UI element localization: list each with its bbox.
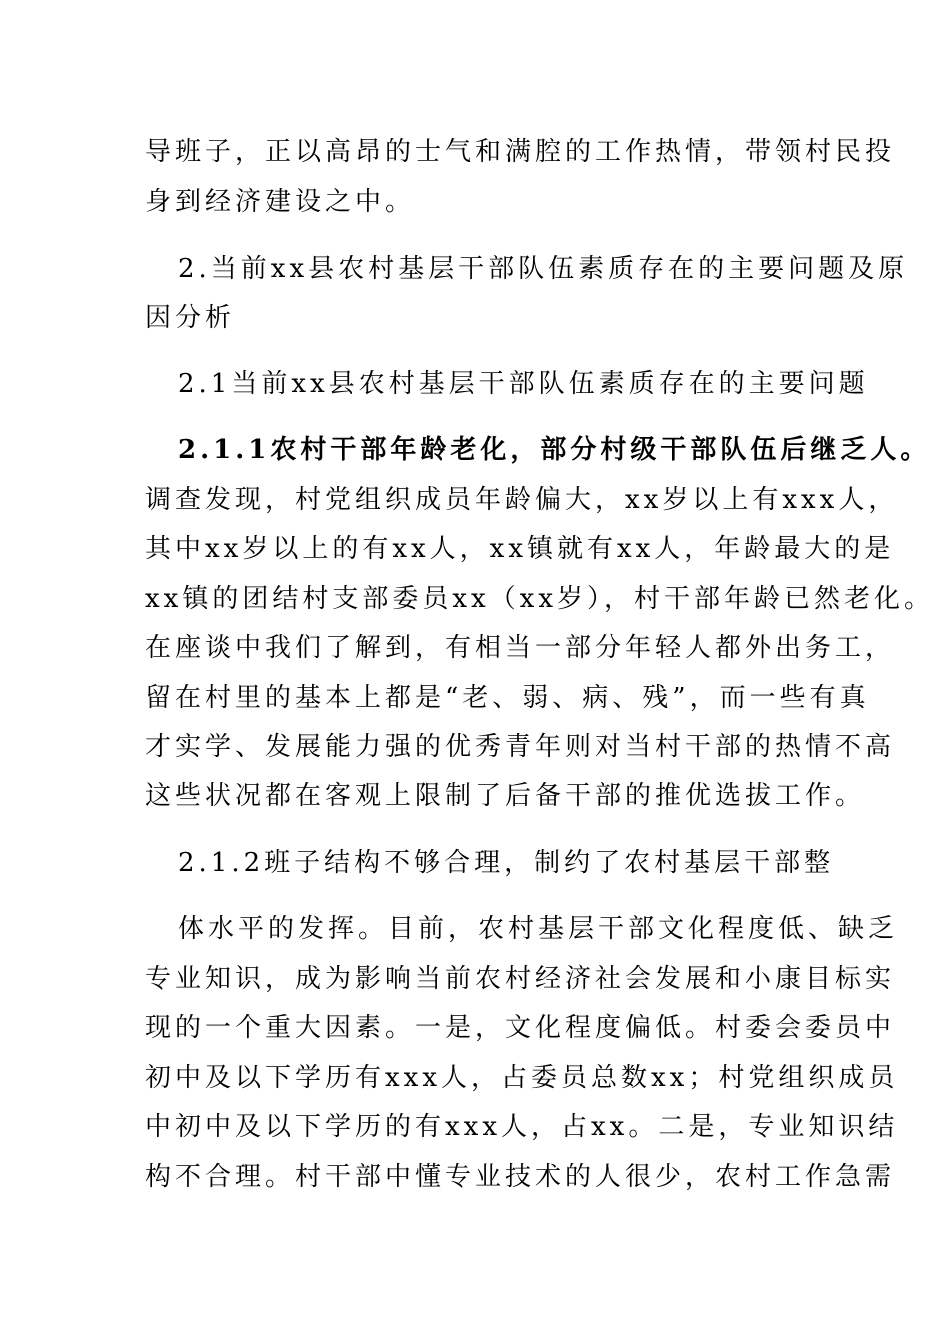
paragraph-line: 初中及以下学历有xxx人，占委员总数xx；村党组织成员 [145,1063,899,1093]
paragraph-line: 调查发现，村党组织成员年龄偏大，xx岁以上有xxx人， [145,485,899,515]
paragraph-line: 现的一个重大因素。一是，文化程度偏低。村委会委员中 [145,1013,896,1043]
subsection-heading: 2.1当前xx县农村基层干部队伍素质存在的主要问题 [178,369,869,399]
bold-point-heading: 2.1.1农村干部年龄老化，部分村级干部队伍后继乏人。 [178,435,931,465]
section-heading: 2.当前xx县农村基层干部队伍素质存在的主要问题及原 [178,254,909,284]
paragraph-line: 导班子，正以高昂的士气和满腔的工作热情，带领村民投 [145,137,896,167]
paragraph-line: xx镇的团结村支部委员xx（xx岁），村干部年龄已然老化。 [145,584,934,614]
paragraph-line: 中初中及以下学历的有xxx人，占xx。二是，专业知识结 [145,1112,899,1142]
paragraph-line: 其中xx岁以上的有xx人，xx镇就有xx人，年龄最大的是 [145,534,895,564]
paragraph-line: 专业知识，成为影响当前农村经济社会发展和小康目标实 [145,964,896,994]
paragraph-line: 这些状况都在客观上限制了后备干部的推优选拔工作。 [145,781,866,811]
paragraph-line: 体水平的发挥。目前，农村基层干部文化程度低、缺乏 [178,914,899,944]
paragraph-line: 构不合理。村干部中懂专业技术的人很少，农村工作急需 [145,1162,896,1192]
point-heading: 2.1.2班子结构不够合理，制约了农村基层干部整 [178,848,835,878]
paragraph-line: 身到经济建设之中。 [145,187,416,217]
paragraph-line: 才实学、发展能力强的优秀青年则对当村干部的热情不高 [145,732,896,762]
paragraph-line: 在座谈中我们了解到，有相当一部分年轻人都外出务工， [145,633,896,663]
section-heading-continued: 因分析 [145,303,236,333]
paragraph-line: 留在村里的基本上都是“老、弱、病、残”，而一些有真 [145,683,870,713]
